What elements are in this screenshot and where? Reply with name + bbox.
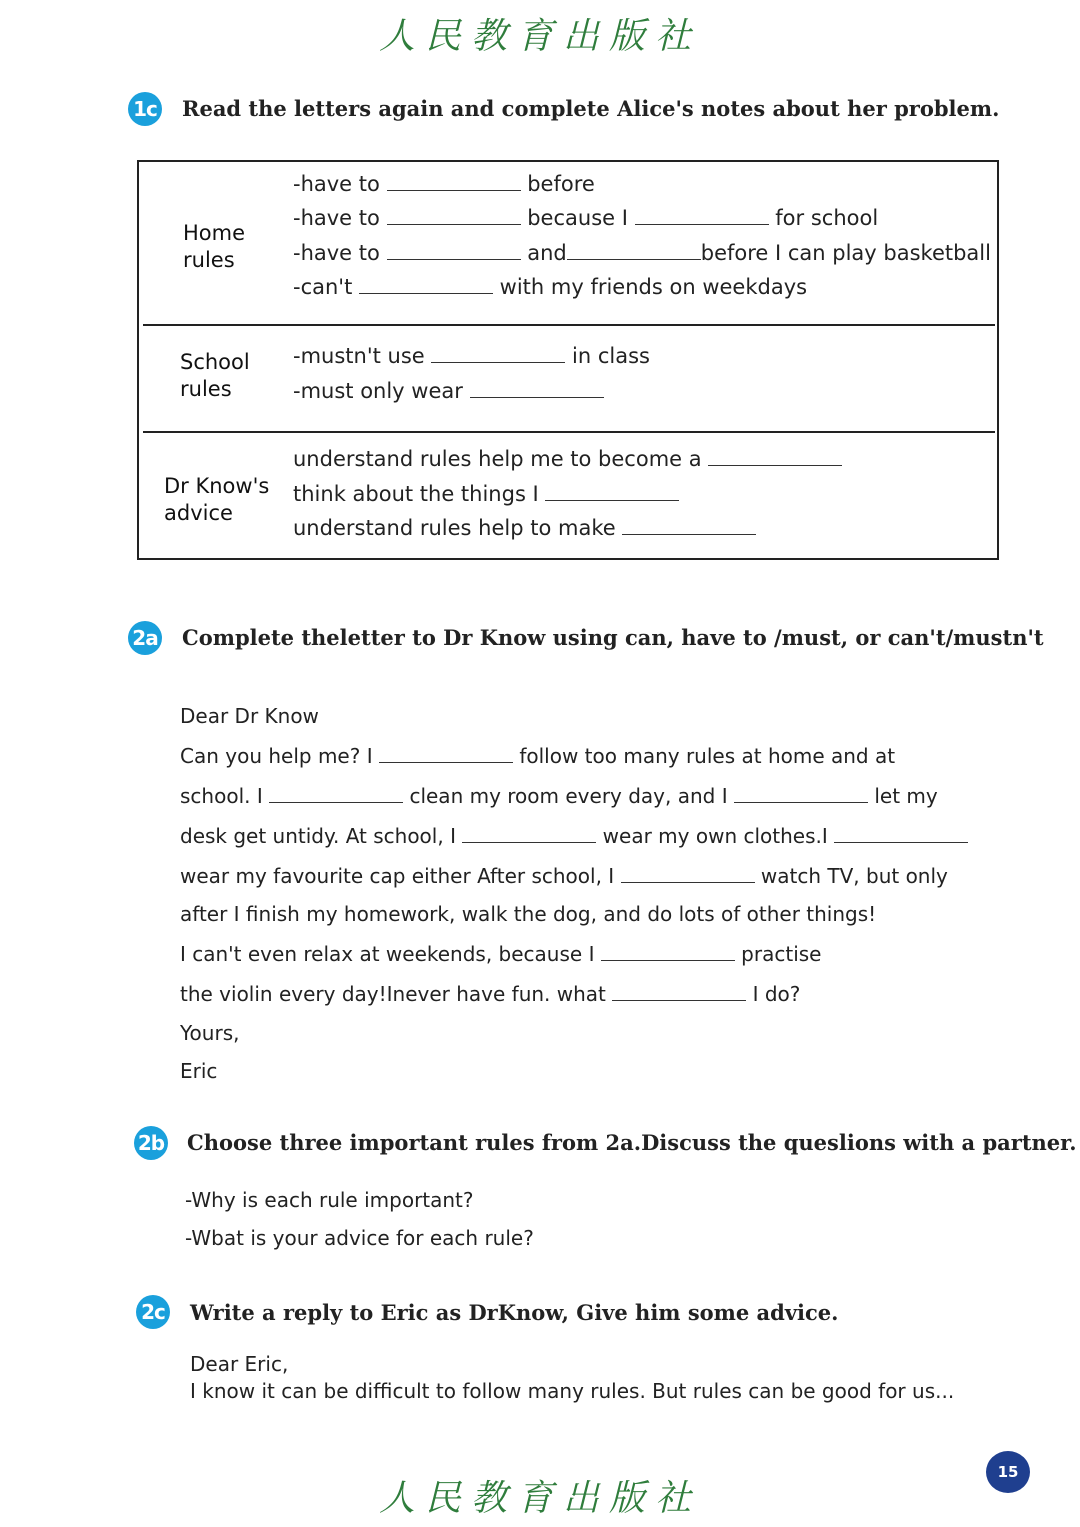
- discussion-question: -Why is each rule important?: [185, 1188, 474, 1212]
- letter-line: Yours,: [180, 1021, 240, 1045]
- answer-blank[interactable]: [612, 982, 746, 1001]
- note-line: -have to because I for school: [293, 206, 879, 230]
- letter-line: school. I clean my room every day, and I let my: [180, 784, 938, 808]
- answer-blank[interactable]: [431, 344, 565, 363]
- letter-line: Can you help me? I follow too many rules at home and at: [180, 744, 896, 768]
- letter-line: Eric: [180, 1059, 218, 1083]
- answer-blank[interactable]: [635, 206, 769, 225]
- page-number-badge: 15: [986, 1451, 1030, 1493]
- section-badge-2c: 2c: [136, 1295, 170, 1329]
- note-line: -have to before: [293, 172, 595, 196]
- letter-line: after I finish my homework, walk the dog, and do lots of other things!: [180, 902, 877, 926]
- discussion-question: -Wbat is your advice for each rule?: [185, 1226, 534, 1250]
- letter-line: I can't even relax at weekends, because I practise: [180, 942, 822, 966]
- answer-blank[interactable]: [734, 784, 868, 803]
- notes-table: [137, 160, 999, 560]
- section-badge-1c: 1c: [128, 92, 162, 126]
- section-title-2a: Complete theletter to Dr Know using can, have to /must, or can't/mustn't: [182, 625, 1044, 650]
- answer-blank[interactable]: [387, 206, 521, 225]
- section-title-2b: Choose three important rules from 2a.Discuss the queslions with a partner.: [187, 1130, 1077, 1155]
- note-line: -must only wear: [293, 379, 604, 403]
- answer-blank[interactable]: [621, 864, 755, 883]
- note-line: -have to and before I can play basketball: [293, 241, 991, 265]
- publisher-logo: 人民教育出版社: [378, 1478, 701, 1519]
- letter-line: wear my favourite cap either After school, I watch TV, but only: [180, 864, 948, 888]
- answer-blank[interactable]: [567, 241, 701, 260]
- table-divider: [143, 324, 995, 326]
- row-label-advice: Dr Know's advice: [164, 474, 270, 525]
- answer-blank[interactable]: [834, 824, 968, 843]
- answer-blank[interactable]: [387, 172, 521, 191]
- answer-blank[interactable]: [379, 744, 513, 763]
- answer-blank[interactable]: [269, 784, 403, 803]
- answer-blank[interactable]: [708, 447, 842, 466]
- row-label-home-rules: Home rules: [183, 221, 246, 272]
- answer-blank[interactable]: [545, 482, 679, 501]
- letter-line: desk get untidy. At school, I wear my own clothes.I: [180, 824, 968, 848]
- section-badge-2b: 2b: [134, 1126, 168, 1160]
- note-line: think about the things I: [293, 482, 679, 506]
- answer-blank[interactable]: [462, 824, 596, 843]
- section-badge-2a: 2a: [128, 621, 162, 655]
- section-title-2c: Write a reply to Eric as DrKnow, Give him some advice.: [190, 1300, 839, 1325]
- letter-line: the violin every day!Inever have fun. what I do?: [180, 982, 801, 1006]
- table-divider: [143, 431, 995, 433]
- reply-line: Dear Eric,: [190, 1352, 289, 1376]
- publisher-logo: 人民教育出版社: [378, 16, 701, 57]
- note-line: -can't with my friends on weekdays: [293, 275, 808, 299]
- note-line: understand rules help me to become a: [293, 447, 842, 471]
- note-line: understand rules help to make: [293, 516, 756, 540]
- row-label-school-rules: School rules: [180, 350, 250, 401]
- reply-line: I know it can be difficult to follow many rules. But rules can be good for us...: [190, 1379, 955, 1403]
- answer-blank[interactable]: [359, 275, 493, 294]
- note-line: -mustn't use in class: [293, 344, 650, 368]
- answer-blank[interactable]: [470, 379, 604, 398]
- answer-blank[interactable]: [601, 942, 735, 961]
- answer-blank[interactable]: [387, 241, 521, 260]
- section-title-1c: Read the letters again and complete Alice's notes about her problem.: [182, 96, 1000, 121]
- letter-line: Dear Dr Know: [180, 704, 319, 728]
- answer-blank[interactable]: [622, 516, 756, 535]
